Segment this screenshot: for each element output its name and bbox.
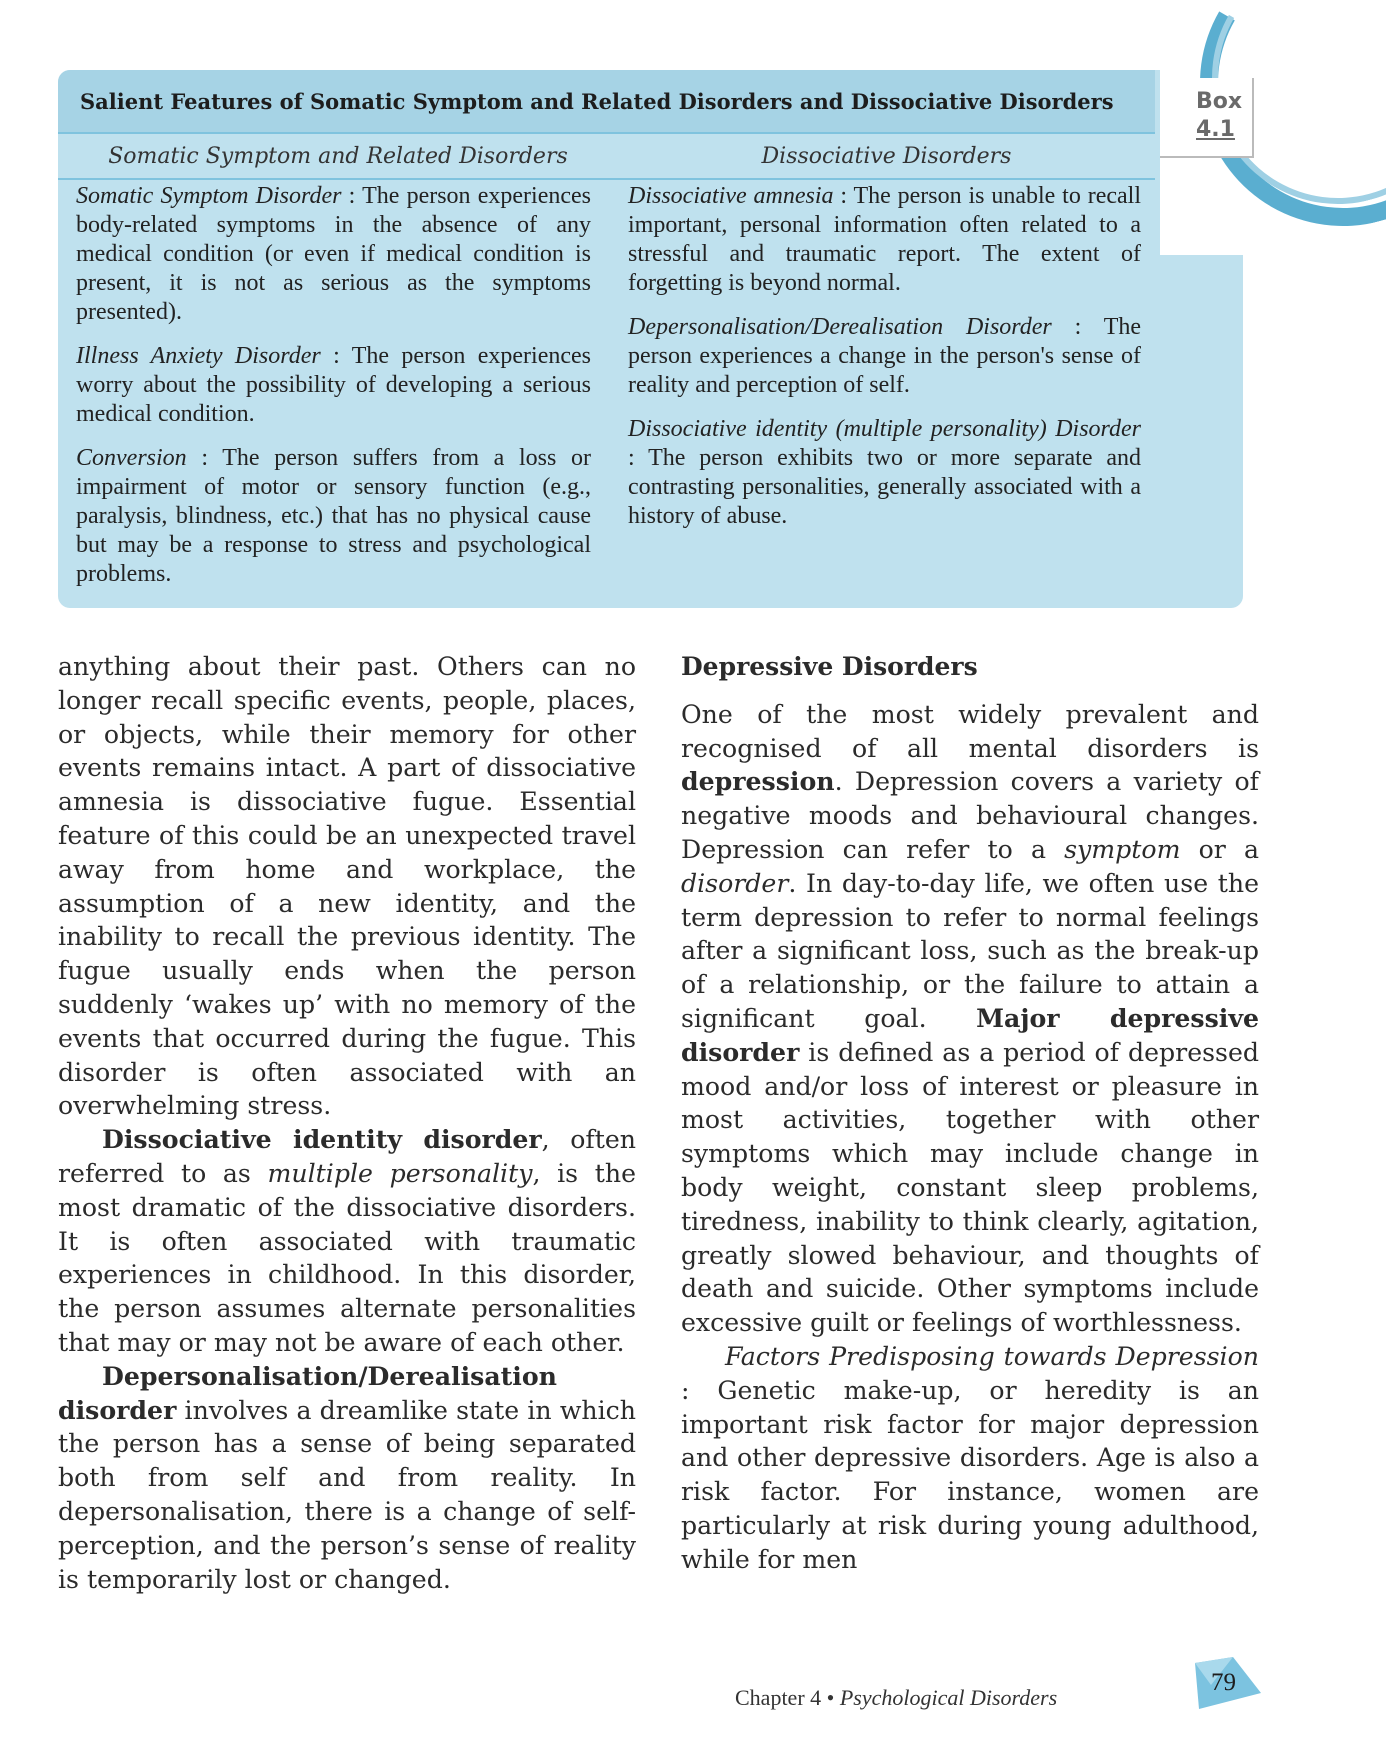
paragraph-depression — [681, 698, 1259, 1340]
term-bold: depression — [681, 766, 835, 797]
page-number-badge — [1193, 1657, 1263, 1711]
right-text-column — [681, 650, 1259, 1577]
page-footer — [735, 1685, 1057, 1711]
term-italic: symptom — [1064, 834, 1181, 864]
text: , often referred to as — [58, 1125, 636, 1188]
entry-text: : The person suffers from a loss or impairment of motor or sensory function (e.g., paralysis, blindness, etc.) that has no physical cause but may be a response to stress and psychological problems. — [76, 445, 591, 587]
paragraph-fugue: anything about their past. Others can no longer recall specific events, people, places, or objects, while their memory for other events remains intact. A part of dissociative amnesia is dissociative fugue. Essential feature of this could be an unexpected travel away from home and workplace, the assumption of a new identity, and the inability to recall the previous identity. The fugue usually ends when the person suddenly ‘wakes up’ with no memory of the events that occurred during the fugue. This disorder is often associated with an overwhelming stress. — [58, 652, 636, 1121]
entry-term: Illness Anxiety Disorder — [76, 343, 321, 369]
term-italic: disorder — [681, 868, 789, 898]
box-right-column — [628, 182, 1141, 546]
paragraph-dissociative-identity — [58, 1123, 636, 1360]
entry-text: : The person experiences a change in the person's sense of reality and perception of self. — [628, 314, 1141, 398]
text: involves a dreamlike state in which the person has a sense of being separated both from self and from reality. In depersonalisation, there is a change of self-perception, and the person’s sense of reality is temporarily lost or changed. — [58, 1395, 636, 1594]
text: or a — [1180, 834, 1260, 864]
term-bold: Major depressive disorder — [681, 1002, 1259, 1067]
footer-chapter-title: Psychological Disorders — [839, 1685, 1058, 1710]
paragraph-depersonalisation — [58, 1360, 636, 1597]
box-title: Salient Features of Somatic Symptom and Related Disorders and Dissociative Disorders — [58, 70, 1155, 132]
entry-term: Dissociative amnesia — [628, 183, 834, 209]
box-label-word: Box — [1196, 89, 1243, 114]
box-right-heading: Dissociative Disorders — [618, 132, 1155, 180]
entry-term: Depersonalisation/Derealisation Disorder — [628, 314, 1052, 340]
entry-text: : The person experiences body-related symptoms in the absence of any medical condition (or even if medical condition is present, it is not as serious as the symptoms presented). — [76, 183, 592, 325]
box-tab — [1160, 70, 1386, 255]
text: . Depression covers a variety of negative moods and behavioural changes. Depression can refer to a — [681, 767, 1259, 864]
entry-dissociative-identity — [628, 415, 1141, 531]
entry-term: Dissociative identity (multiple personality) Disorder — [628, 416, 1141, 442]
page-number: 79 — [1211, 1669, 1236, 1696]
salient-features-box — [58, 70, 1243, 608]
box-label-number: 4.1 — [1196, 117, 1235, 142]
entry-term: Somatic Symptom Disorder — [76, 183, 342, 209]
box-left-column — [76, 182, 591, 604]
entry-conversion — [76, 444, 591, 589]
paragraph-predisposing-factors — [681, 1340, 1259, 1577]
box-label — [1160, 78, 1254, 158]
entry-illness-anxiety — [76, 342, 591, 429]
text: . In day-to-day life, we often use the term depression to refer to normal feelings after a significant loss, such as the break-up of a relationship, or the failure to attain a significant goal. — [681, 868, 1259, 1033]
term-italic: Factors Predisposing towards Depression — [725, 1341, 1259, 1371]
text: , is the most dramatic of the dissociative disorders. It is often associated with traumatic experiences in childhood. In this disorder, the person assumes alternate personalities that may or may not be aware of each other. — [58, 1158, 637, 1357]
text: : Genetic make-up, or heredity is an important risk factor for major depression and other depressive disorders. Age is also a risk factor. For instance, women are particularly at risk during young adulthood, while for men — [681, 1375, 1259, 1574]
entry-dissociative-amnesia — [628, 182, 1141, 298]
entry-text: : The person is unable to recall important, personal information often related to a stressful and traumatic report. The extent of forgetting is beyond normal. — [628, 183, 1141, 296]
term-bold: Depersonalisation/Derealisation disorder — [58, 1360, 557, 1425]
term-italic: multiple personality — [267, 1158, 533, 1188]
entry-term: Conversion — [76, 445, 187, 471]
term-bold: Dissociative identity disorder — [102, 1124, 542, 1155]
entry-text: : The person experiences worry about the possibility of developing a serious medical condition. — [76, 343, 592, 427]
left-text-column — [58, 650, 636, 1596]
entry-text: : The person exhibits two or more separate and contrasting personalities, generally associated with a history of abuse. — [628, 445, 1141, 529]
footer-chapter: Chapter 4 • — [735, 1685, 840, 1710]
text: is defined as a period of depressed mood and/or loss of interest or pleasure in most activities, together with other symptoms which may include change in body weight, constant sleep problems, tiredness, inability to think clearly, agitation, greatly slowed behaviour, and thoughts of death and suicide. Other symptoms include excessive guilt or feelings of worthlessness. — [681, 1037, 1259, 1338]
section-heading: Depressive Disorders — [681, 652, 978, 681]
entry-depersonalisation — [628, 313, 1141, 400]
box-left-heading: Somatic Symptom and Related Disorders — [58, 132, 618, 180]
entry-somatic-symptom — [76, 182, 591, 327]
text: One of the most widely prevalent and recognised of all mental disorders is — [681, 699, 1259, 763]
